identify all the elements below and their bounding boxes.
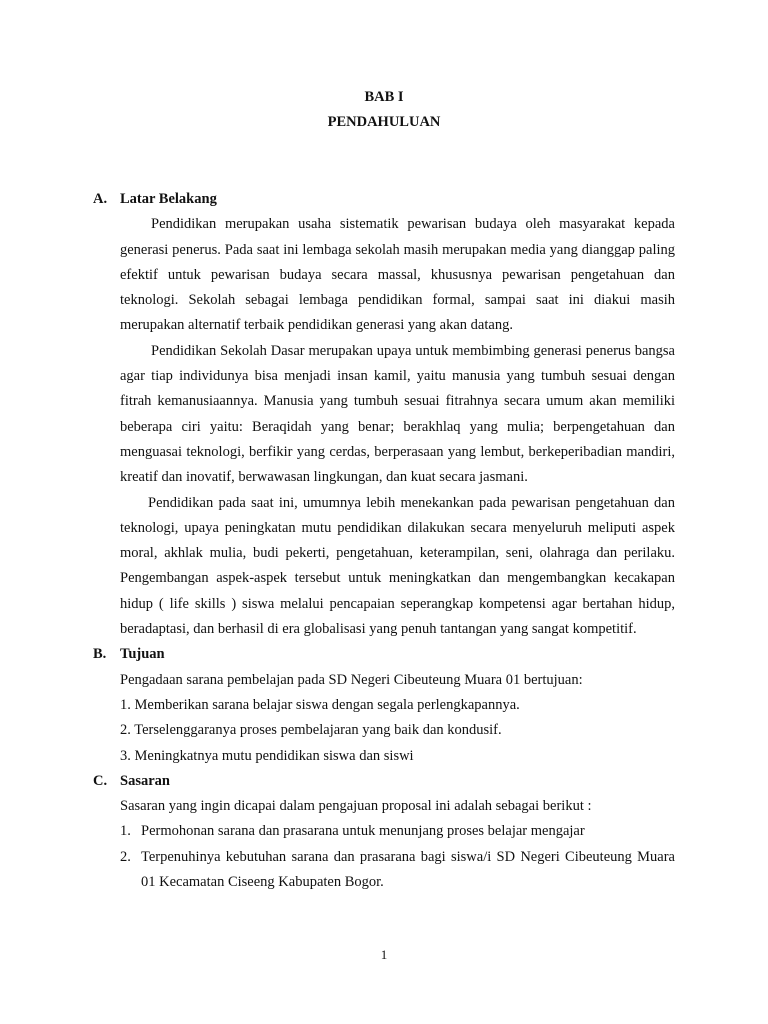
list-number: 2.: [120, 848, 131, 865]
list-item: 3. Meningkatnya mutu pendidikan siswa dan siswi: [120, 747, 414, 764]
paragraph: Pendidikan pada saat ini, umumnya lebih menekankan pada pewarisan pengetahuan dan teknologi, upaya peningkatan mutu pendidikan dilakukan secara menyeluruh meliputi aspek moral, akhlak mulia, budi pekerti, pengetahuan, keterampilan, seni, olahraga dan perilaku. Pengembangan aspek-aspek tersebut untuk meningkatkan dan mengembangkan kecakapan hidup ( life skills ) siswa melalui pencapaian seperangkap kompetensi agar bertahan hidup, beradaptasi, dan berhasil di era globalisasi yang penuh tantangan yang sangat kompetitif.: [120, 494, 675, 638]
section-title: Sasaran: [120, 772, 170, 789]
section-heading-sasaran: [93, 769, 675, 794]
list-item: [120, 819, 675, 844]
section-title: Tujuan: [120, 646, 165, 663]
list-text: Permohonan sarana dan prasarana untuk menunjang proses belajar mengajar: [141, 823, 585, 840]
section-letter: A.: [93, 191, 108, 207]
section-heading-tujuan: [93, 642, 675, 667]
section-heading-latar-belakang: [93, 187, 675, 212]
section-intro: Sasaran yang ingin dicapai dalam pengajuan proposal ini adalah sebagai berikut :: [120, 798, 592, 815]
chapter-number: BAB I: [364, 89, 404, 105]
list-item: 1. Memberikan sarana belajar siswa dengan segala perlengkapannya.: [120, 696, 520, 713]
document-body: [93, 187, 675, 895]
list-text: Terpenuhinya kebutuhan sarana dan prasarana bagi siswa/i SD Negeri Cibeuteung Muara 01 Kecamatan Ciseeng Kabupaten Bogor.: [141, 848, 675, 891]
section-title: Latar Belakang: [120, 191, 217, 207]
page-number: 1: [380, 947, 388, 962]
list-item: [120, 845, 675, 896]
section-letter: C.: [93, 772, 108, 789]
section-intro: Pengadaan sarana pembelajan pada SD Negeri Cibeuteung Muara 01 bertujuan:: [120, 671, 583, 688]
chapter-title: PENDAHULUAN: [327, 114, 441, 130]
list-number: 1.: [120, 823, 131, 840]
paragraph: Pendidikan merupakan usaha sistematik pewarisan budaya oleh masyarakat kepada generasi penerus. Pada saat ini lembaga sekolah masih merupakan media yang dianggap paling efektif untuk pewarisan budaya secara massal, khususnya pewarisan pengetahuan dan teknologi. Sekolah sebagai lembaga pendidikan formal, sampai saat ini diakui masih merupakan alternatif terbaik pendidikan generasi yang akan datang.: [120, 216, 675, 334]
list-item: 2. Terselenggaranya proses pembelajaran yang baik dan kondusif.: [120, 722, 502, 739]
section-letter: B.: [93, 646, 107, 663]
paragraph: Pendidikan Sekolah Dasar merupakan upaya untuk membimbing generasi penerus bangsa agar tiap individunya bisa menjadi insan kamil, yaitu manusia yang tumbuh sesuai dengan fitrah kemanusiaannya. Manusia yang tumbuh sesuai fitrahnya secara umum akan memiliki beberapa ciri yaitu: Beraqidah yang benar; berakhlaq yang mulia; berpengetahuan dan menguasai teknologi, berfikir yang cerdas, berperasaan yang lembut, berkeperibadian mandiri, kreatif dan inovatif, berwawasan lingkungan, dan kuat secara jasmani.: [120, 342, 675, 486]
